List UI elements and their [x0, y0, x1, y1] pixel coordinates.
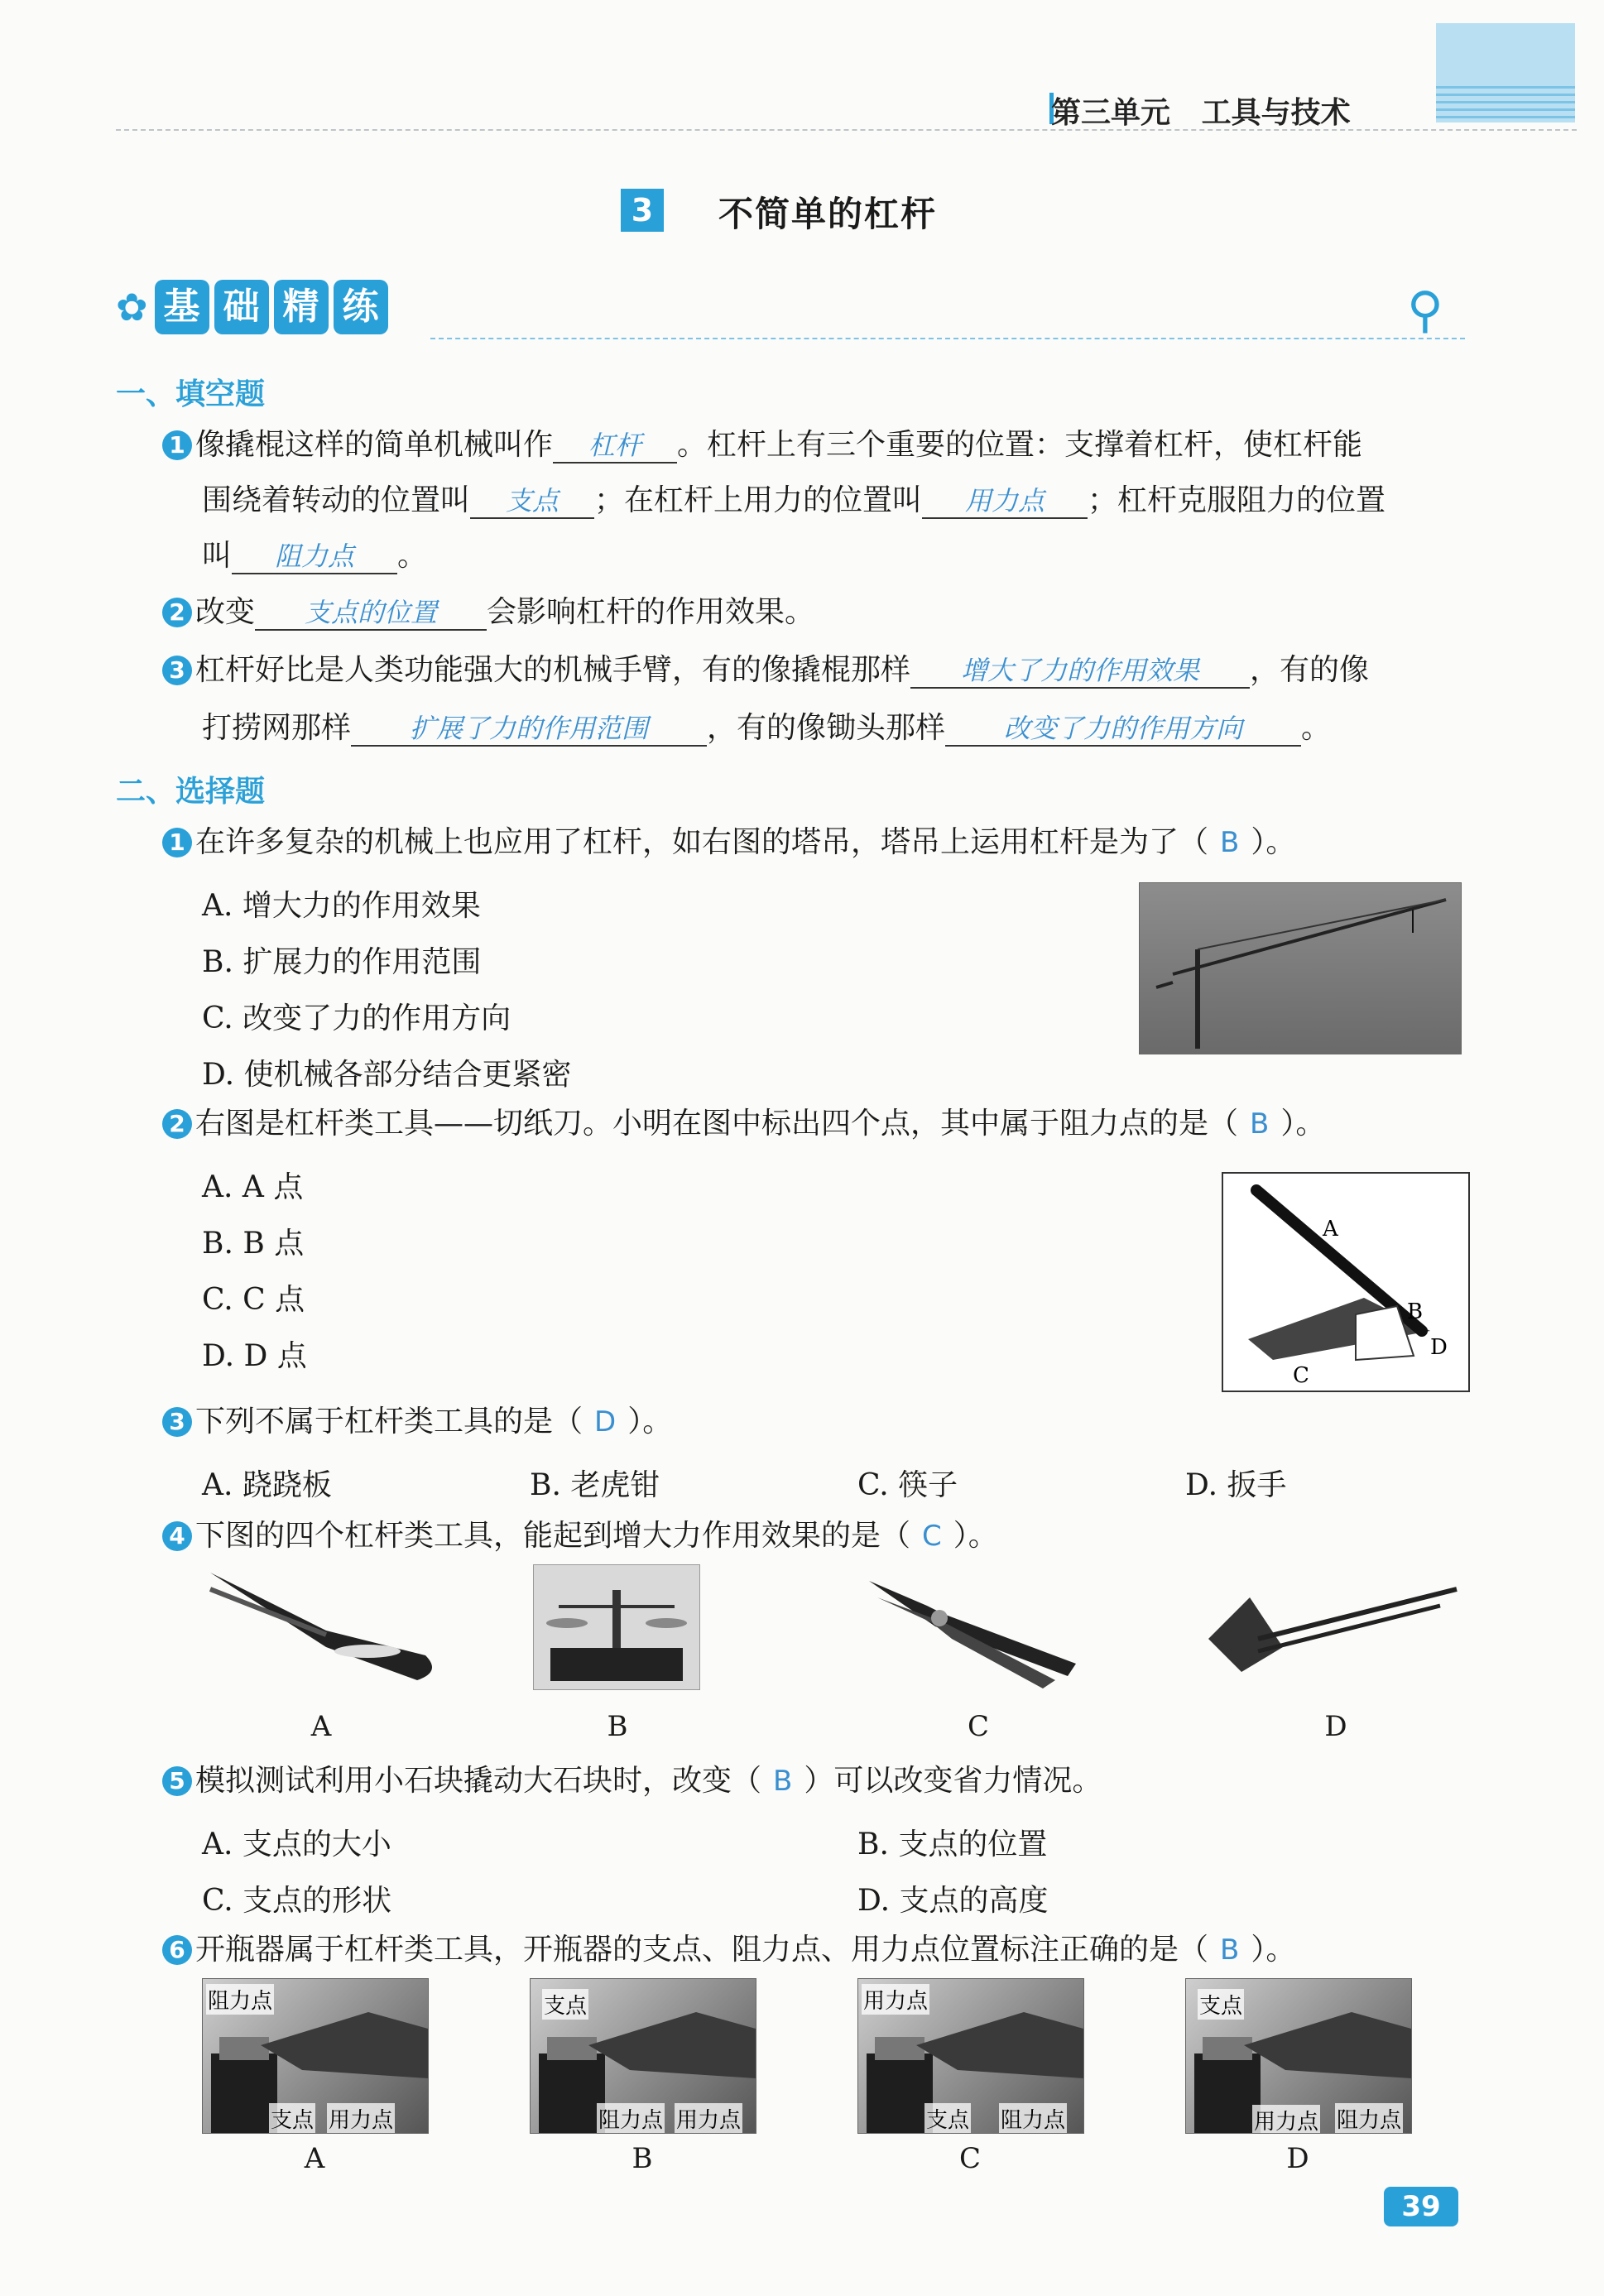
option: D. 支点的高度 — [857, 1884, 1049, 1918]
photo-label: 支点 — [924, 2103, 971, 2134]
pliers-image — [861, 1564, 1093, 1688]
choice-q2-stem: 2 右图是杠杆类工具——切纸刀。小明在图中标出四个点，其中属于阻力点的是（ B ）。 — [162, 1107, 1325, 1141]
choice-q4-stem: 4 下图的四个杠杆类工具，能起到增大力作用效果的是（ C ）。 — [162, 1520, 998, 1553]
nail-puller-image — [1192, 1573, 1465, 1688]
answer-blank: 支点的位置 — [255, 596, 487, 631]
header-divider — [116, 129, 1577, 131]
choice-q1-stem: 1 在许多复杂的机械上也应用了杠杆，如右图的塔吊，塔吊上运用杠杆是为了（ B ）。 — [162, 826, 1295, 859]
answer-blank: 杠杆 — [553, 429, 677, 464]
fill-q3-line2: 打捞网那样 扩展了力的作用范围 ，有的像锄头那样 改变了力的作用方向 。 — [202, 711, 1332, 745]
option: A. 支点的大小 — [202, 1828, 391, 1861]
question-number: 3 — [162, 1407, 192, 1437]
point-label: A — [1323, 1217, 1338, 1242]
option: B. 扩展力的作用范围 — [202, 945, 482, 979]
image-caption: D — [1324, 1710, 1347, 1743]
thread-scissors-image — [202, 1556, 442, 1697]
question-number: 2 — [162, 598, 192, 627]
tower-crane-photo — [1139, 882, 1462, 1054]
banner-char: 练 — [334, 280, 388, 334]
answer-blank: 支点 — [470, 484, 594, 519]
option: C. C 点 — [202, 1283, 305, 1317]
option: C. 筷子 — [857, 1468, 958, 1502]
option: B. 支点的位置 — [857, 1828, 1048, 1861]
choice-q5-stem: 5 模拟测试利用小石块撬动大石块时，改变（ B ）可以改变省力情况。 — [162, 1765, 1102, 1798]
image-caption: A — [310, 1710, 332, 1743]
option: B. B 点 — [202, 1227, 305, 1261]
unit-label: 第三单元 — [1051, 96, 1171, 130]
question-number: 5 — [162, 1766, 192, 1796]
running-figure-icon: ⚲ — [1407, 281, 1443, 339]
bottle-opener-photo-d — [1185, 1978, 1412, 2134]
photo-label: 支点 — [269, 2103, 315, 2134]
header-unit-title — [1051, 89, 1351, 132]
fill-q3-line1: 3 杠杆好比是人类功能强大的机械手臂，有的像撬棍那样 增大了力的作用效果 ，有的像 — [162, 654, 1369, 689]
question-number: 1 — [162, 430, 192, 460]
image-caption: D — [1286, 2142, 1309, 2175]
point-label: B — [1407, 1299, 1424, 1324]
point-label: D — [1430, 1335, 1448, 1360]
photo-label: 用力点 — [675, 2103, 742, 2134]
photo-label: 支点 — [542, 1989, 588, 2020]
choice-section-heading: 二、选择题 — [116, 775, 266, 809]
photo-label: 阻力点 — [206, 1984, 274, 2015]
balance-scale-image — [533, 1564, 700, 1690]
photo-label: 阻力点 — [999, 2103, 1067, 2134]
question-number: 6 — [162, 1935, 192, 1965]
banner-char: 精 — [274, 280, 329, 334]
answer-mark: C — [922, 1520, 942, 1553]
answer-mark: D — [594, 1405, 617, 1439]
option: A. 跷跷板 — [202, 1468, 332, 1502]
bottle-opener-photo-b — [530, 1978, 756, 2134]
choice-q6-stem: 6 开瓶器属于杠杆类工具，开瓶器的支点、阻力点、用力点位置标注正确的是（ B ）。 — [162, 1933, 1295, 1967]
option: D. 使机械各部分结合更紧密 — [202, 1058, 572, 1092]
bottle-opener-photo-a — [202, 1978, 429, 2134]
option: D. 扳手 — [1185, 1468, 1287, 1502]
banner-char: 基 — [155, 280, 209, 334]
choice-q3-stem: 3 下列不属于杠杆类工具的是（ D ）。 — [162, 1405, 672, 1439]
tower-crane-image — [1140, 883, 1461, 1054]
banner-divider — [430, 338, 1465, 339]
lesson-title: 不简单的杠杆 — [718, 194, 938, 234]
answer-blank: 增大了力的作用效果 — [910, 654, 1250, 689]
question-number: 1 — [162, 828, 192, 857]
photo-label: 用力点 — [1252, 2105, 1320, 2134]
answer-mark: B — [773, 1765, 793, 1798]
image-caption: B — [632, 2142, 653, 2175]
sprout-icon: ✿ — [116, 285, 148, 329]
photo-label: 支点 — [1198, 1989, 1244, 2020]
fill-q1-line2: 围绕着转动的位置叫 支点 ；在杠杆上用力的位置叫 用力点 ；杠杆克服阻力的位置 — [202, 483, 1386, 517]
unit-topic: 工具与技术 — [1201, 96, 1351, 130]
banner-char: 础 — [214, 280, 269, 334]
lesson-number-badge: 3 — [621, 189, 664, 232]
photo-label: 阻力点 — [597, 2103, 665, 2134]
option: D. D 点 — [202, 1339, 307, 1373]
answer-blank: 改变了力的作用方向 — [945, 712, 1301, 747]
question-number: 4 — [162, 1521, 192, 1551]
answer-mark: B — [1250, 1107, 1270, 1141]
image-caption: C — [967, 1710, 989, 1743]
photo-label: 用力点 — [327, 2103, 395, 2134]
question-number: 2 — [162, 1109, 192, 1139]
option: C. 改变了力的作用方向 — [202, 1001, 511, 1035]
practice-banner — [116, 278, 393, 336]
answer-mark: B — [1220, 826, 1240, 859]
point-label: C — [1293, 1363, 1309, 1388]
option: B. 老虎钳 — [530, 1468, 660, 1502]
option: C. 支点的形状 — [202, 1884, 392, 1918]
option: A. A 点 — [202, 1170, 304, 1204]
answer-blank: 用力点 — [922, 484, 1088, 519]
header-stripes — [1436, 86, 1575, 122]
image-caption: C — [958, 2142, 981, 2175]
page-number: 39 — [1384, 2187, 1458, 2226]
photo-label: 用力点 — [862, 1984, 929, 2015]
question-number: 3 — [162, 656, 192, 685]
fill-q2: 2 改变 支点的位置 会影响杠杆的作用效果。 — [162, 596, 814, 631]
bottle-opener-photo-c — [857, 1978, 1084, 2134]
paper-cutter-drawing — [1223, 1174, 1468, 1391]
answer-blank: 阻力点 — [232, 540, 397, 574]
image-caption: A — [304, 2142, 325, 2175]
photo-label: 阻力点 — [1335, 2103, 1403, 2134]
answer-blank: 扩展了力的作用范围 — [351, 712, 707, 747]
paper-cutter-figure — [1222, 1172, 1470, 1392]
fill-q1-line3: 叫 阻力点 。 — [202, 539, 428, 573]
fill-q1-line1: 1 像撬棍这样的简单机械叫作 杠杆 。杠杆上有三个重要的位置：支撑着杠杆，使杠杆能 — [162, 429, 1362, 464]
fill-section-heading: 一、填空题 — [116, 377, 266, 411]
image-caption: B — [607, 1710, 628, 1743]
option: A. 增大力的作用效果 — [202, 889, 481, 923]
answer-mark: B — [1220, 1933, 1240, 1967]
